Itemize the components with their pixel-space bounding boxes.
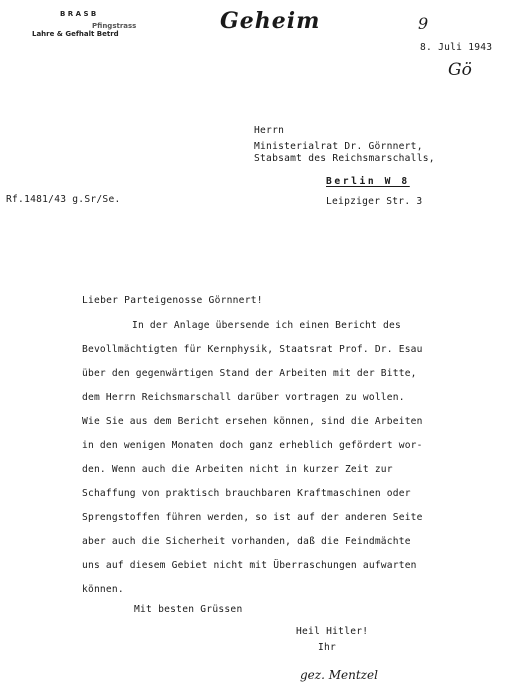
body-line: können. <box>82 584 124 595</box>
body-line: dem Herrn Reichsmarschall darüber vortragen zu wollen. <box>82 392 405 403</box>
page-number: 9 <box>418 14 429 33</box>
stamp-line-2: Lahre & Gefhalt Betrd <box>32 30 119 38</box>
signature: gez. Mentzel <box>300 668 378 682</box>
body-line: Bevollmächtigten für Kernphysik, Staatsrat Prof. Dr. Esau <box>82 344 423 355</box>
closing-phrase: Mit besten Grüssen <box>134 604 243 615</box>
heil-line: Heil Hitler! <box>296 626 369 637</box>
recipient-city: Berlin W 8 <box>326 176 410 187</box>
recipient-name: Ministerialrat Dr. Görnnert, <box>254 141 423 152</box>
body-line: uns auf diesem Gebiet nicht mit Überraschungen aufwarten <box>82 560 417 571</box>
body-line: über den gegenwärtigen Stand der Arbeiten mit der Bitte, <box>82 368 417 379</box>
body-line: Wie Sie aus dem Bericht ersehen können, sind die Arbeiten <box>82 416 423 427</box>
ihr-line: Ihr <box>318 642 337 653</box>
body-line: in den wenigen Monaten doch ganz erheblich gefördert wor- <box>82 440 423 451</box>
body-line: Schaffung von praktisch brauchbaren Kraftmaschinen oder <box>82 488 411 499</box>
classification-heading: Geheim <box>220 8 321 34</box>
body-line: den. Wenn auch die Arbeiten nicht in kurzer Zeit zur <box>82 464 393 475</box>
recipient-office: Stabsamt des Reichsmarschalls, <box>254 153 435 164</box>
recipient-street: Leipziger Str. 3 <box>326 196 423 207</box>
body-line: In der Anlage übersende ich einen Bericht des <box>132 320 401 331</box>
stamp-overprint: Pfingstrass <box>92 22 137 30</box>
handwritten-initials: Gö <box>448 60 472 80</box>
stamp-line-1: B R A S B <box>60 10 97 18</box>
greeting: Lieber Parteigenosse Görnnert! <box>82 295 263 306</box>
recipient-salutation: Herrn <box>254 125 285 136</box>
reference-number: Rf.1481/43 g.Sr/Se. <box>6 194 121 205</box>
letter-date: 8. Juli 1943 <box>420 42 493 53</box>
body-line: aber auch die Sicherheit vorhanden, daß die Feindmächte <box>82 536 411 547</box>
body-line: Sprengstoffen führen werden, so ist auf der anderen Seite <box>82 512 423 523</box>
